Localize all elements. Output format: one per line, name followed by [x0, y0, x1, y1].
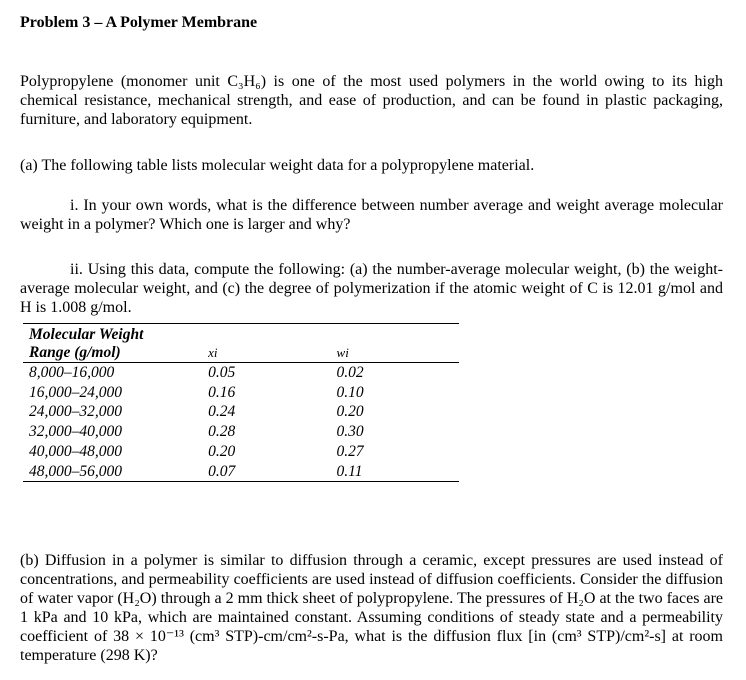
- problem-title: Problem 3 – A Polymer Membrane: [20, 14, 258, 31]
- row-range: 16,000–24,000: [29, 383, 122, 401]
- molecular-weight-table: [23, 323, 459, 482]
- row-wi: 0.11: [331, 462, 459, 482]
- table-row: [23, 422, 459, 442]
- header-range-line2: Range (g/mol): [29, 344, 121, 361]
- row-range: 24,000–32,000: [29, 403, 122, 421]
- header-wi: wi: [331, 324, 459, 363]
- table-row: [23, 442, 459, 462]
- row-xi: 0.07: [202, 462, 330, 482]
- table-row: [23, 363, 459, 383]
- part-b-paragraph: (b) Diffusion in a polymer is similar to diffusion through a ceramic, except pressures are used instead of concentrations, and permeability coefficients are used instead of diffusion coefficients. Consider the diffusion of water vapor (H₂O) through a 2 mm thick sheet of polypropylene. The pressures of H₂O at the two faces are 1 kPa and 10 kPa, which are maintained constant. Assuming conditions of steady state and a permeability coefficient of 38 × 10⁻¹³ (cm³ STP)-cm/cm²-s-Pa, what is the diffusion flux [in (cm³ STP)/cm²-s] at room temperature (298 K)?: [20, 552, 723, 664]
- row-xi: 0.24: [208, 403, 236, 421]
- part-a-question-i: i. In your own words, what is the difference between number average and weight average molecular weight in a polymer? Which one is larger and why?: [20, 197, 723, 233]
- part-a-question-ii: ii. Using this data, compute the following: (a) the number-average molecular weight, (b) the weight-average molecular weight, and (c) the degree of polymerization if the atomic weight of C is 12.01 g/mol and H is 1.008 g/mol.: [20, 261, 723, 316]
- header-xi: xi: [202, 324, 330, 363]
- row-wi: 0.10: [336, 383, 364, 401]
- row-range: 8,000–16,000: [29, 364, 115, 381]
- table-row: [23, 462, 459, 482]
- header-range-line1: Molecular Weight: [29, 326, 144, 343]
- row-range: 48,000–56,000: [23, 462, 202, 482]
- table-header-row: [23, 324, 459, 363]
- table-row: [23, 402, 459, 422]
- row-range: 40,000–48,000: [29, 442, 122, 460]
- row-range: 32,000–40,000: [29, 423, 122, 441]
- row-xi: 0.28: [208, 423, 236, 441]
- row-xi: 0.05: [208, 364, 236, 381]
- table-row: [23, 383, 459, 403]
- row-wi: 0.02: [336, 364, 364, 381]
- row-wi: 0.30: [336, 423, 364, 441]
- row-wi: 0.27: [336, 442, 364, 460]
- header-range: [23, 324, 202, 363]
- row-wi: 0.20: [336, 403, 364, 421]
- row-xi: 0.20: [208, 442, 236, 460]
- part-a-paragraph: (a) The following table lists molecular weight data for a polypropylene material.: [20, 157, 535, 174]
- intro-paragraph: Polypropylene (monomer unit C₃H₆) is one of the most used polymers in the world owing to its high chemical resistance, mechanical strength, and ease of production, and can be found in plastic packaging, furniture, and laboratory equipment.: [20, 73, 723, 128]
- row-xi: 0.16: [208, 383, 236, 401]
